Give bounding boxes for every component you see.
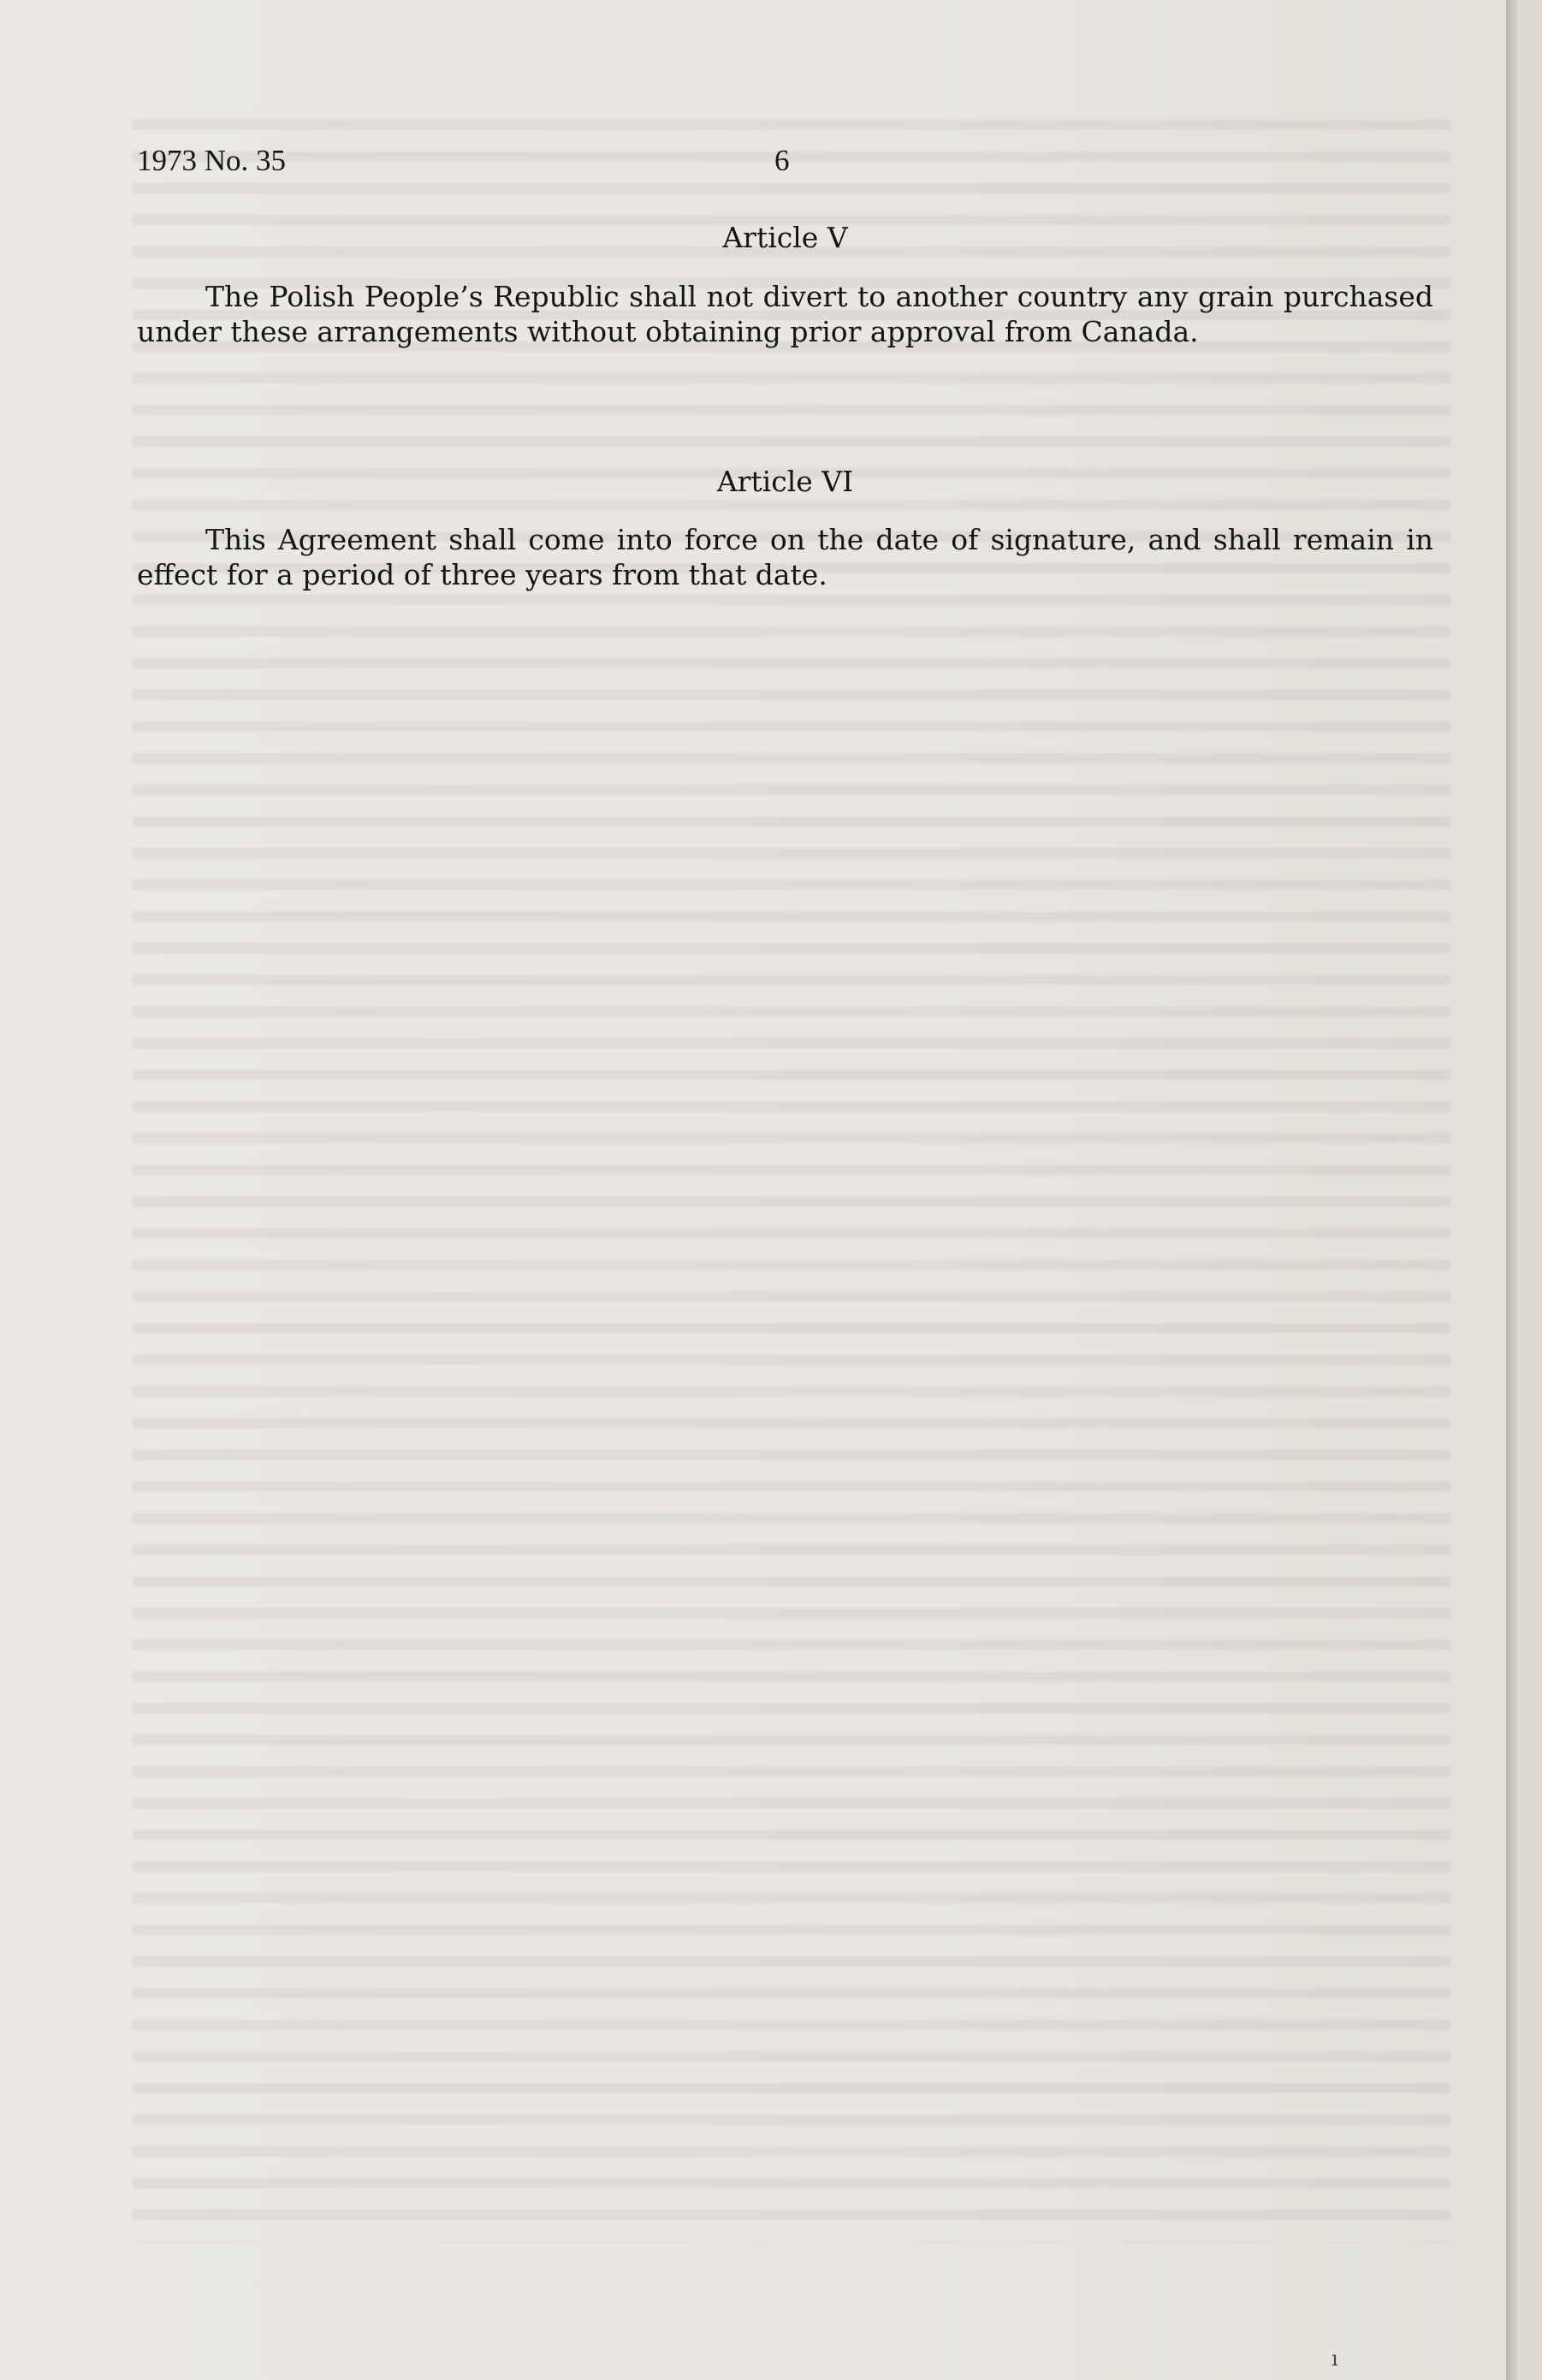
article-vi-title: Article VI: [716, 465, 854, 498]
article-v-title: Article V: [722, 221, 848, 254]
page-number: 6: [774, 144, 790, 177]
document-reference: 1973 No. 35: [137, 144, 287, 177]
show-through-text: [133, 103, 1450, 2242]
page-edge-shadow: [1506, 0, 1518, 2380]
article-vi-text: This Agreement shall come into force on the date of signature, and shall remain in effect for a period of three years from that date.: [137, 523, 1433, 591]
article-v-text: The Polish People’s Republic shall not divert to another country any grain purchased under these arrangements without obtaining prior approval from Canada.: [137, 280, 1433, 348]
next-page-edge: [1518, 0, 1542, 2380]
page-speck: ı: [1331, 2347, 1338, 2371]
